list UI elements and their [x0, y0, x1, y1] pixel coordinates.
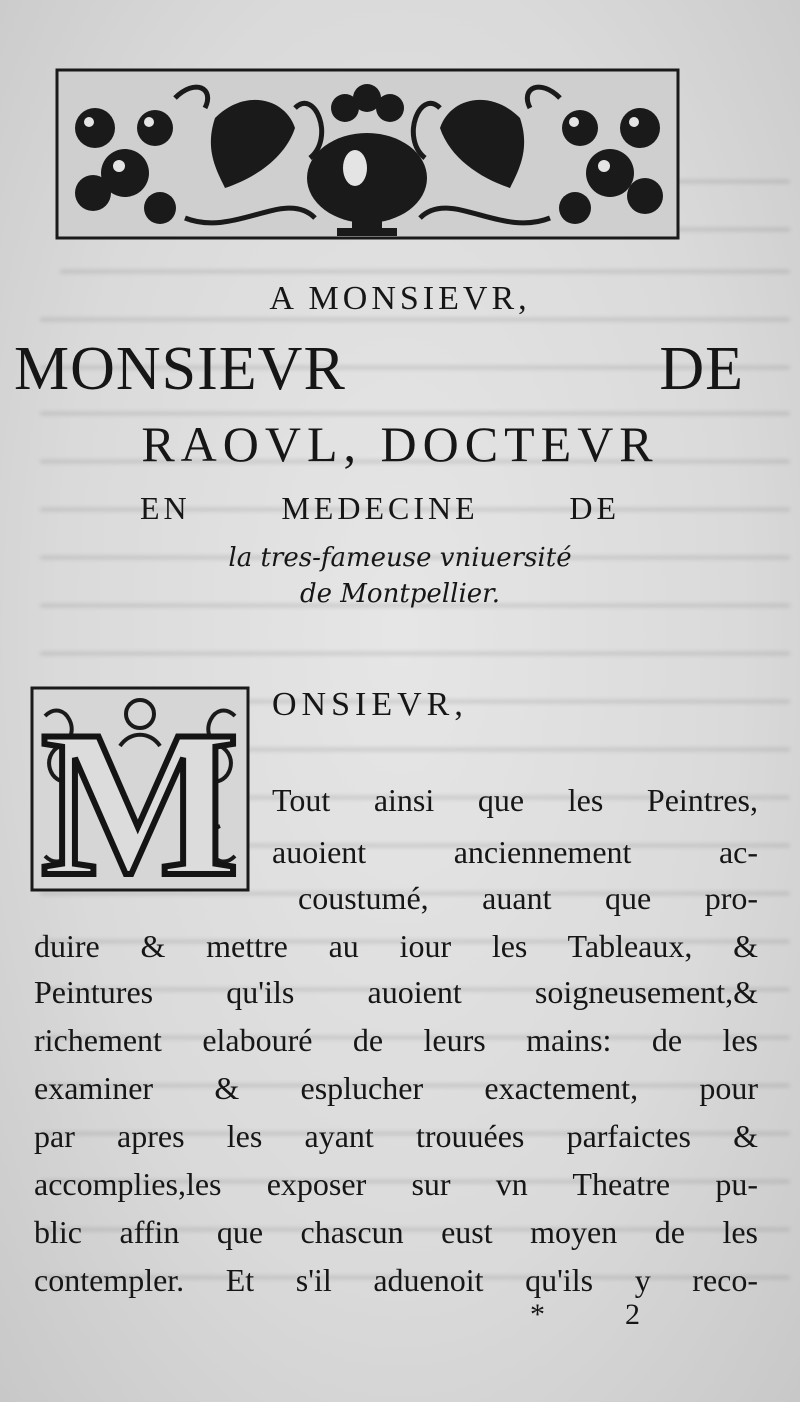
heading-city-line: de Montpellier.: [300, 579, 500, 609]
heading-name-line: [14, 334, 744, 405]
headpiece-ornament: [55, 68, 680, 240]
body-line: Tout ainsi que les Peintres,: [272, 782, 758, 818]
body-line: accomplies,les exposer sur vn Theatre pu-: [34, 1166, 758, 1202]
heading-word: DE: [569, 490, 620, 526]
salutation: ONSIEVR,: [272, 686, 468, 723]
body-line: richement elabouré de leurs mains: de les: [34, 1022, 758, 1058]
dropcap-letter: M: [40, 688, 240, 892]
body-line: coustumé, auant que pro-: [298, 880, 758, 916]
heading-discipline-line: [140, 490, 620, 527]
heading-word: MEDECINE: [281, 490, 479, 526]
body-line: examiner & esplucher exactement, pour: [34, 1070, 758, 1106]
body-line: auoient anciennement ac-: [272, 834, 758, 870]
body-line: blic affin que chascun eust moyen de les: [34, 1214, 758, 1250]
heading-university-line: la tres-fameuse vniuersité: [228, 543, 572, 573]
body-line: contempler. Et s'il aduenoit qu'ils y reco-: [34, 1262, 758, 1298]
signature-asterisk: *: [530, 1298, 545, 1331]
signature-mark: [530, 1298, 640, 1332]
heading-dedication-line: A MONSIEVR,: [269, 280, 531, 317]
heading-word: MONSIEVR: [14, 335, 346, 403]
body-line: par apres les ayant trouuées parfaictes &: [34, 1118, 758, 1154]
heading-word: DE: [659, 335, 744, 403]
body-line: Peintures qu'ils auoient soigneusement,&: [34, 974, 758, 1010]
body-line: duire & mettre au iour les Tableaux, &: [34, 928, 758, 964]
heading-word: EN: [140, 490, 191, 526]
dropcap-ornament: [30, 686, 250, 892]
heading-title-line: RAOVL, DOCTEVR: [141, 416, 659, 472]
signature-number: 2: [625, 1298, 640, 1331]
